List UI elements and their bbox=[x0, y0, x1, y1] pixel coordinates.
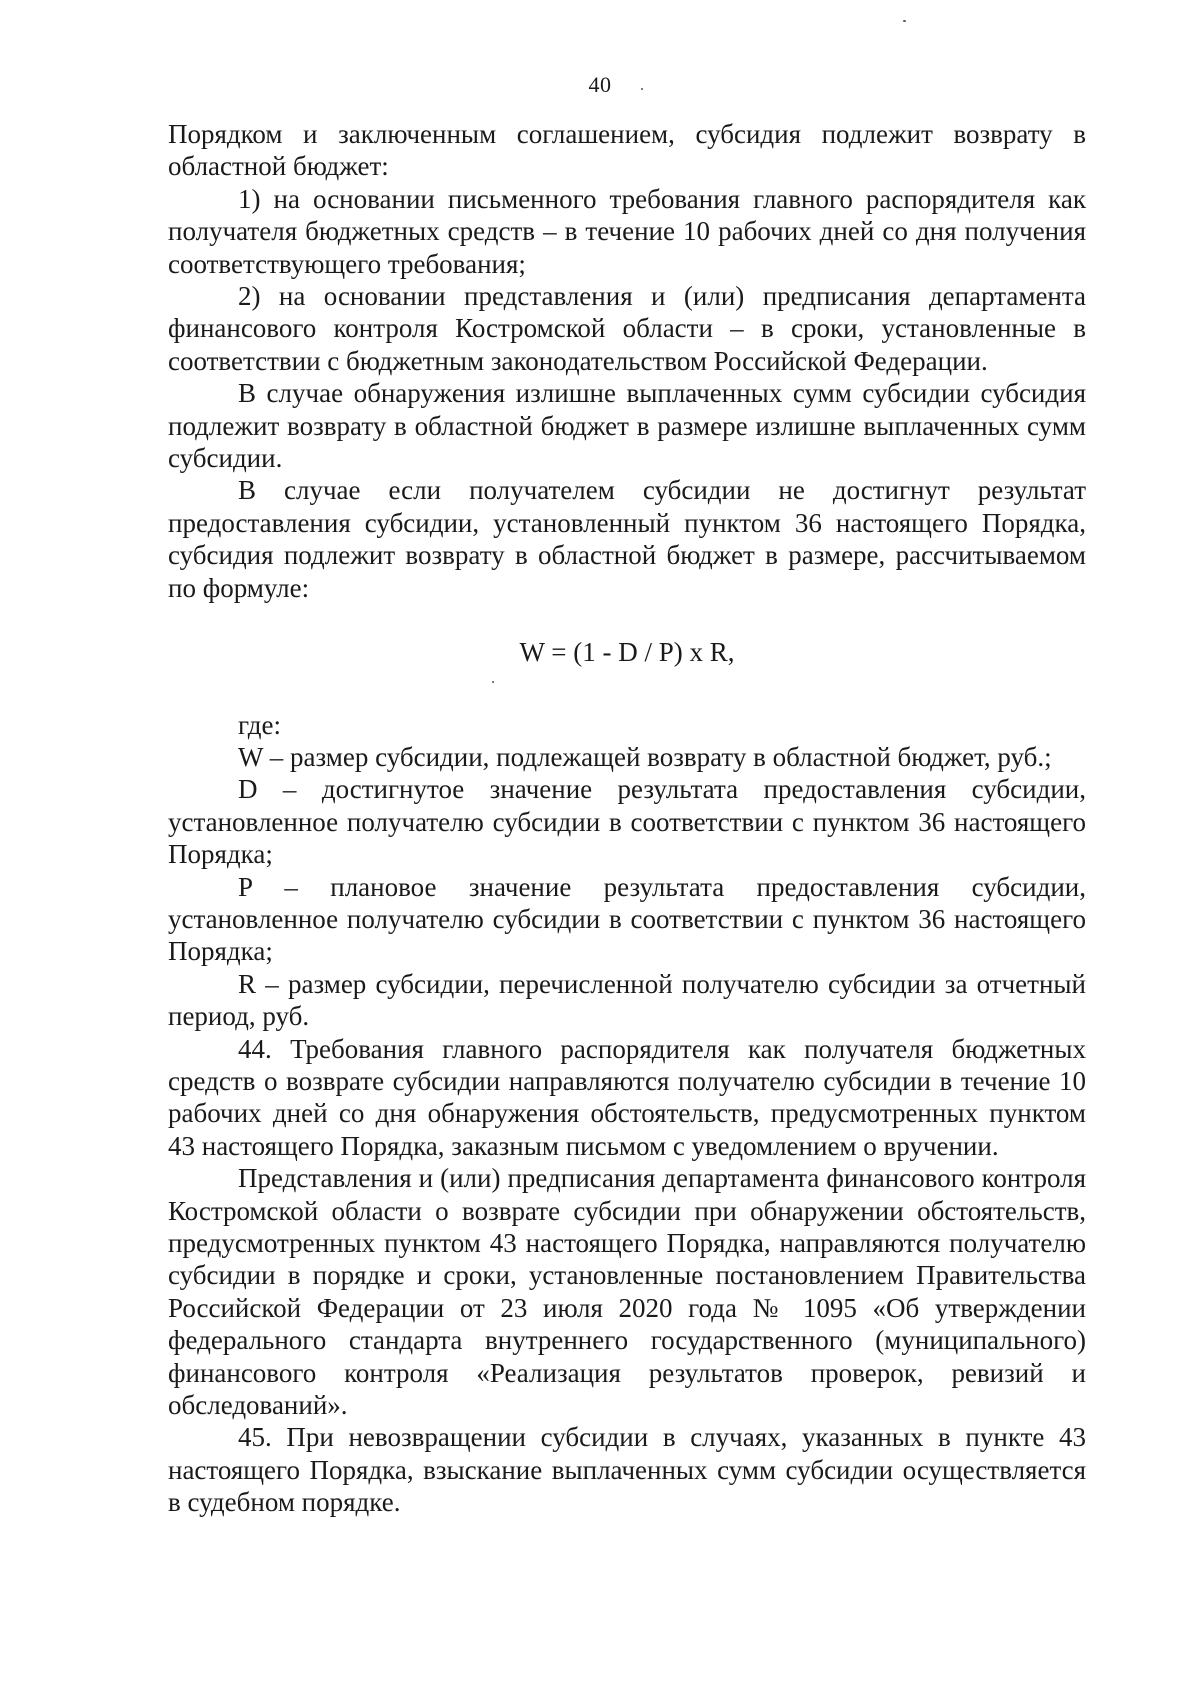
document-body bbox=[168, 118, 1086, 1519]
paragraph-intro: Порядком и заключенным соглашением, субсидия подлежит возврату в областной бюджет: bbox=[168, 119, 1086, 182]
scan-speck bbox=[492, 681, 494, 683]
scan-speck bbox=[903, 20, 906, 22]
scan-speck bbox=[641, 88, 643, 90]
clause-44-representations: Представления и (или) предписания департамента финансового контроля Костромской области о возврате субсидии при обнаружении обстоятельств, предусмотренных пунктом 43 настоящего Порядка, направляются получателю субсидии в порядке и сроки, установленные постановлением Правительства Российской Федерации от 23 июля 2020 года № 1095 «Об утверждении федерального стандарта внутреннего государственного (муниципального) финансового контроля «Реализация результатов проверок, ревизий и обследований». bbox=[168, 1163, 1086, 1421]
list-item-2: 2) на основании представления и (или) предписания департамента финансового контроля Костромской области – в сроки, установленные в соответствии с бюджетным законодательством Российской Федерации. bbox=[168, 281, 1086, 376]
definition-p: P – плановое значение результата предоставления субсидии, установленное получателю субсидии в соответствии с пунктом 36 настоящего Порядка; bbox=[168, 871, 1086, 967]
definition-r: R – размер субсидии, перечисленной получателю субсидии за отчетный период, руб. bbox=[168, 968, 1086, 1032]
clause-44: 44. Требования главного распорядителя как получателя бюджетных средств о возврате субсидии направляются получателю субсидии в течение 10 рабочих дней со дня обнаружения обстоятельств, предусмотренных пунктом 43 настоящего Порядка, заказным письмом с уведомлением о вручении. bbox=[168, 1033, 1086, 1161]
formula-where-label: где: bbox=[238, 709, 281, 740]
paragraph-result-not-achieved: В случае если получателем субсидии не достигнут результат предоставления субсидии, установленный пунктом 36 настоящего Порядка, субсидия подлежит возврату в областной бюджет в размере, рассчитываемом по формуле: bbox=[168, 475, 1086, 603]
clause-45: 45. При невозвращении субсидии в случаях, указанных в пункте 43 настоящего Порядка, взыскание выплаченных сумм субсидии осуществляется в судебном порядке. bbox=[168, 1422, 1086, 1518]
return-formula: W = (1 - D / P) x R, bbox=[519, 637, 735, 668]
page-number: 40 bbox=[588, 72, 612, 97]
paragraph-overpayment: В случае обнаружения излишне выплаченных сумм субсидии субсидия подлежит возврату в областной бюджет в размере излишне выплаченных сумм субсидии. bbox=[168, 378, 1086, 474]
list-item-1: 1) на основании письменного требования главного распорядителя как получателя бюджетных средств – в течение 10 рабочих дней со дня получения соответствующего требования; bbox=[168, 183, 1086, 279]
definition-d: D – достигнутое значение результата предоставления субсидии, установленное получателю субсидии в соответствии с пунктом 36 настоящего Порядка; bbox=[168, 774, 1086, 870]
definition-w: W – размер субсидии, подлежащей возврату в областной бюджет, руб.; bbox=[238, 741, 1052, 772]
